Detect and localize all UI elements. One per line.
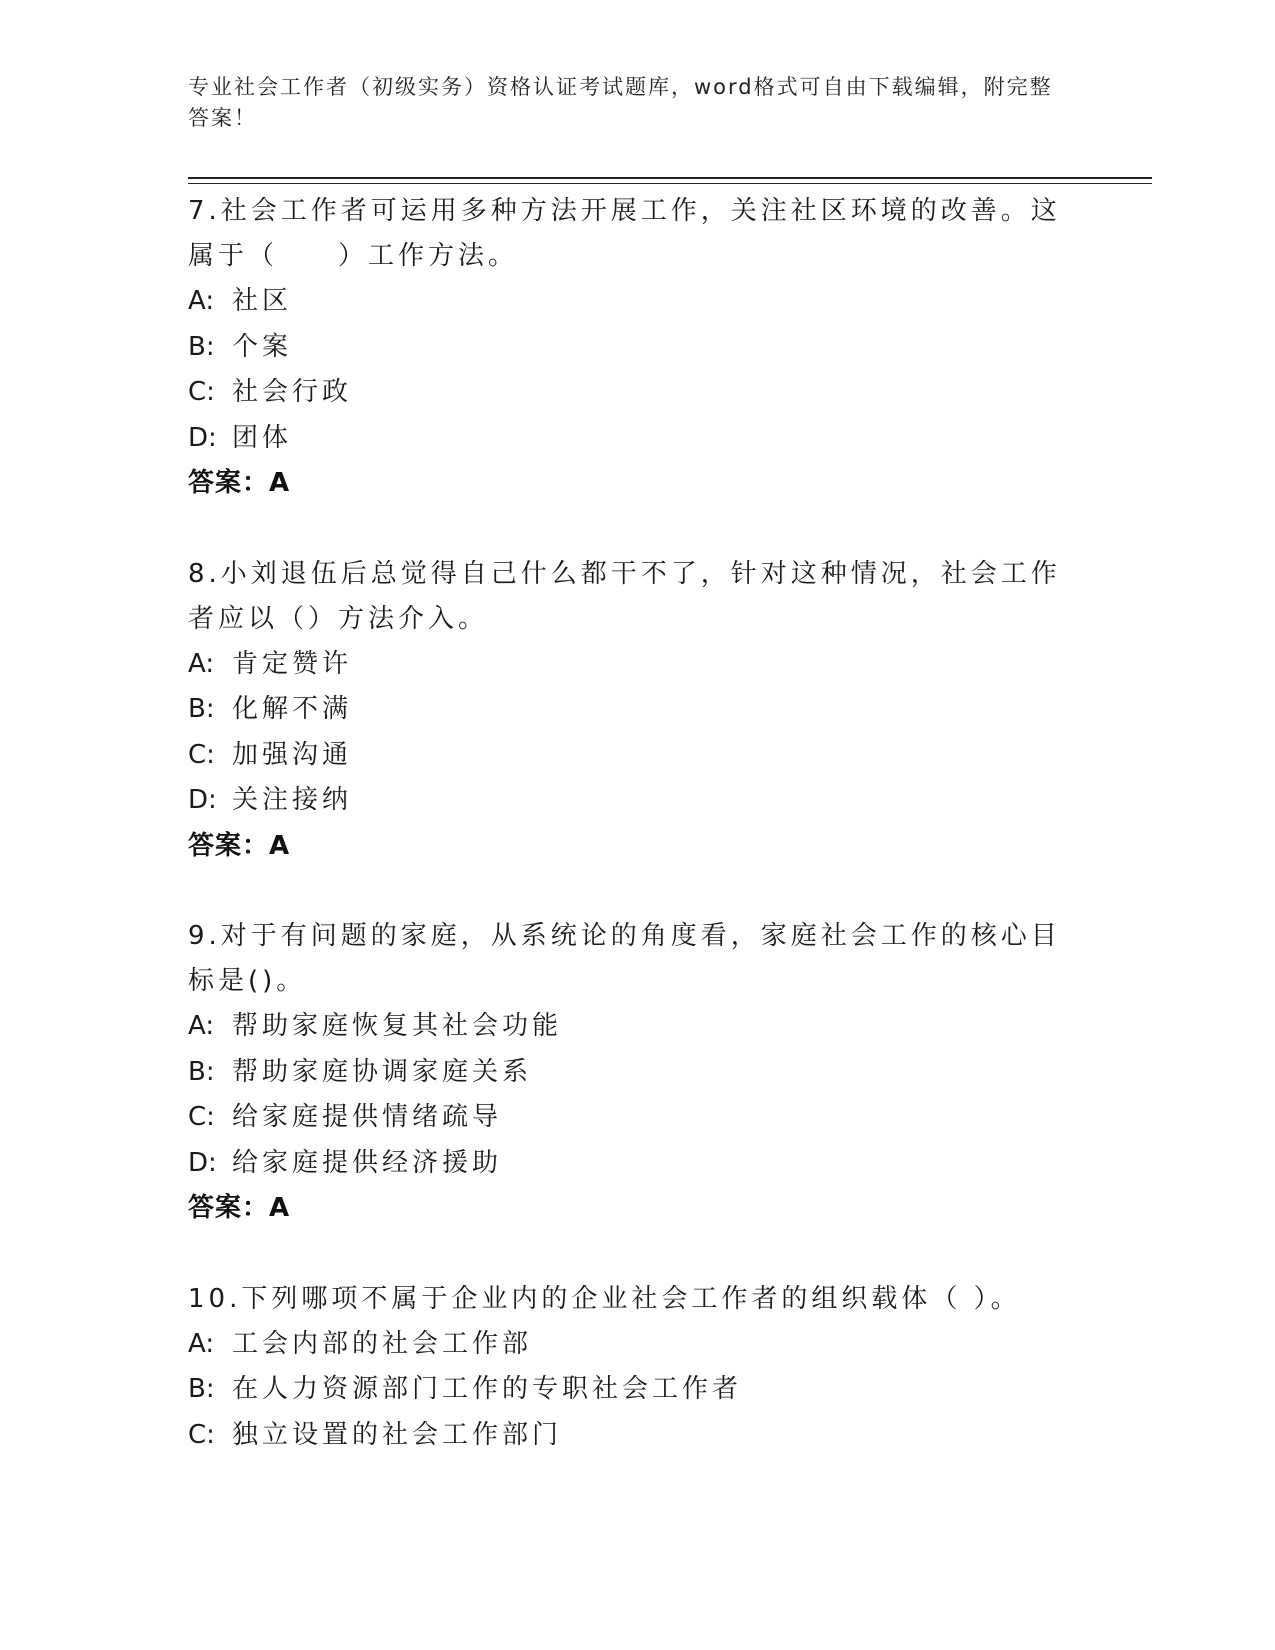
option-letter: D: xyxy=(188,785,217,815)
option-text: 工会内部的社会工作部 xyxy=(232,1328,533,1359)
option-letter: D: xyxy=(188,1147,217,1178)
option-letter: B: xyxy=(188,331,215,362)
option-d xyxy=(188,1141,1068,1187)
option-letter: B: xyxy=(188,1374,215,1404)
option-text: 关注接纳 xyxy=(232,785,353,815)
option-text: 帮助家庭协调家庭关系 xyxy=(232,1056,533,1087)
question-list xyxy=(188,189,1068,1503)
option-text: 在人力资源部门工作的专职社会工作者 xyxy=(232,1374,743,1404)
question-10 xyxy=(188,1277,1068,1459)
question-8 xyxy=(188,552,1068,870)
option-text: 加强沟通 xyxy=(232,739,353,770)
option-d xyxy=(188,416,1068,462)
question-stem: 7.社会工作者可运用多种方法开展工作，关注社区环境的改善。这属于（ ）工作方法。 xyxy=(188,196,1061,271)
option-letter: B: xyxy=(188,1056,215,1087)
question-7 xyxy=(188,189,1068,507)
option-text: 社区 xyxy=(232,286,293,316)
option-a xyxy=(188,279,1068,325)
option-text: 社会行政 xyxy=(232,377,353,407)
option-b xyxy=(188,1050,1068,1096)
question-9 xyxy=(188,914,1068,1232)
option-a xyxy=(188,642,1068,688)
option-c xyxy=(188,370,1068,416)
option-letter: A: xyxy=(188,286,215,316)
option-letter: D: xyxy=(188,422,217,453)
document-header: 专业社会工作者（初级实务）资格认证考试题库，word格式可自由下载编辑，附完整答案！ xyxy=(188,75,1053,130)
option-text: 独立设置的社会工作部门 xyxy=(232,1419,563,1450)
option-letter: C: xyxy=(188,1102,215,1132)
option-letter: C: xyxy=(188,1419,215,1450)
option-b xyxy=(188,1367,1068,1413)
answer-line: 答案：A xyxy=(188,830,291,861)
option-text: 给家庭提供情绪疏导 xyxy=(232,1102,503,1132)
question-stem: 8.小刘退伍后总觉得自己什么都干不了，针对这种情况，社会工作者应以（）方法介入。 xyxy=(188,558,1061,634)
option-d xyxy=(188,778,1068,824)
option-c xyxy=(188,733,1068,779)
option-text: 化解不满 xyxy=(232,694,353,724)
option-text: 团体 xyxy=(232,422,293,453)
question-stem: 9.对于有问题的家庭，从系统论的角度看，家庭社会工作的核心目标是()。 xyxy=(188,921,1061,996)
option-c xyxy=(188,1095,1068,1141)
option-b xyxy=(188,325,1068,371)
option-b xyxy=(188,687,1068,733)
header-rule-thick xyxy=(188,177,1152,179)
option-letter: A: xyxy=(188,648,215,679)
option-c xyxy=(188,1413,1068,1459)
option-letter: A: xyxy=(188,1328,215,1359)
option-a xyxy=(188,1004,1068,1050)
option-letter: A: xyxy=(188,1011,215,1041)
answer-line: 答案：A xyxy=(188,468,291,498)
option-letter: C: xyxy=(188,739,215,770)
header-rule-thin xyxy=(188,183,1152,184)
option-text: 肯定赞许 xyxy=(232,648,353,679)
option-text: 给家庭提供经济援助 xyxy=(232,1147,503,1178)
option-letter: C: xyxy=(188,377,215,407)
question-stem: 10.下列哪项不属于企业内的企业社会工作者的组织载体（ ）。 xyxy=(188,1283,1021,1314)
option-letter: B: xyxy=(188,694,215,724)
option-text: 个案 xyxy=(232,331,293,362)
option-text: 帮助家庭恢复其社会功能 xyxy=(232,1011,563,1041)
option-a xyxy=(188,1322,1068,1368)
answer-line: 答案：A xyxy=(188,1193,291,1223)
